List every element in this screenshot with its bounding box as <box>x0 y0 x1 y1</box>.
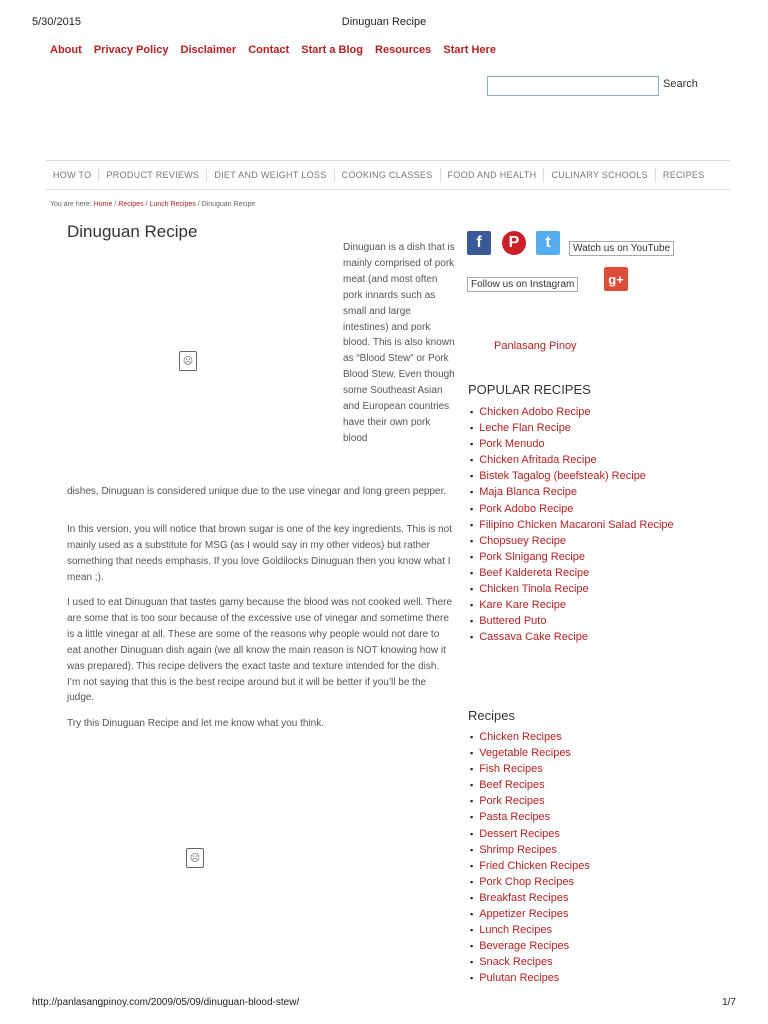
popular-recipe-link[interactable]: ▪ Chicken Tinola Recipe <box>470 581 674 597</box>
popular-recipe-link[interactable]: ▪ Pork Sinigang Recipe <box>470 549 674 565</box>
google-plus-icon[interactable]: g+ <box>604 267 628 291</box>
broken-video-icon: ☹ <box>186 848 204 868</box>
popular-recipe-link[interactable]: ▪ Pork Adobo Recipe <box>470 501 674 517</box>
print-url: http://panlasangpinoy.com/2009/05/09/dinuguan-blood-stew/ <box>32 997 300 1008</box>
breadcrumb-current: Dinuguan Recipe <box>201 201 256 208</box>
popular-recipes-heading: POPULAR RECIPES <box>468 382 591 397</box>
nav-item-how-to[interactable]: HOW TO <box>46 168 99 182</box>
popular-recipe-link[interactable]: ▪ Chopsuey Recipe <box>470 533 674 549</box>
breadcrumb-prefix: You are here: <box>50 201 92 208</box>
facebook-icon[interactable]: f <box>467 231 491 255</box>
search-input[interactable] <box>487 76 659 96</box>
recipe-category-link[interactable]: ▪ Pork Recipes <box>470 793 590 809</box>
pinterest-icon[interactable]: P <box>502 231 526 255</box>
instagram-link[interactable]: Follow us on Instagram <box>467 277 578 292</box>
popular-recipe-link[interactable]: ▪ Leche Flan Recipe <box>470 420 674 436</box>
resources-link[interactable]: Resources <box>375 44 432 56</box>
article-paragraph: I used to eat Dinuguan that tastes gamy because the blood was not cooked well. There are some that is too sour because of the excessive use of vinegar and sometime there is a little vinegar at all. These are some of the reasons why people would not dare to eat another Dinuguan dish again (we all know the main reason is NOT knowing how it was prepared). This recipe delivers the exact taste and texture intended for the dish. I’m not saying that this is the best recipe around but it will be better if you’ll be the judge. <box>67 597 453 704</box>
broken-image-icon: ☹ <box>179 351 197 371</box>
print-page-number: 1/7 <box>722 997 736 1008</box>
popular-recipe-link[interactable]: ▪ Maja Blanca Recipe <box>470 484 674 500</box>
recipe-category-link[interactable]: ▪ Vegetable Recipes <box>470 745 590 761</box>
nav-item-culinary-schools[interactable]: CULINARY SCHOOLS <box>544 168 656 182</box>
main-nav <box>46 160 730 190</box>
youtube-link[interactable]: Watch us on YouTube <box>569 241 674 256</box>
article-paragraph: Try this Dinuguan Recipe and let me know what you think. <box>67 718 324 729</box>
popular-recipe-link[interactable]: ▪ Cassava Cake Recipe <box>470 629 674 645</box>
recipe-category-link[interactable]: ▪ Fried Chicken Recipes <box>470 858 590 874</box>
nav-item-product-reviews[interactable]: PRODUCT REVIEWS <box>99 168 207 182</box>
start-here-link[interactable]: Start Here <box>443 44 496 56</box>
breadcrumb-lunch-recipes[interactable]: Lunch Recipes <box>149 201 196 208</box>
popular-recipe-link[interactable]: ▪ Buttered Puto <box>470 613 674 629</box>
popular-recipe-link[interactable]: ▪ Beef Kaldereta Recipe <box>470 565 674 581</box>
recipe-category-link[interactable]: ▪ Pulutan Recipes <box>470 970 590 986</box>
recipes-heading: Recipes <box>468 708 515 723</box>
top-links <box>50 44 505 56</box>
about-link[interactable]: About <box>50 44 82 56</box>
breadcrumb <box>50 201 255 208</box>
popular-recipe-link[interactable]: ▪ Pork Menudo <box>470 436 674 452</box>
breadcrumb-home[interactable]: Home <box>93 201 113 208</box>
breadcrumb-separator: / <box>145 201 148 208</box>
recipe-category-link[interactable]: ▪ Beef Recipes <box>470 777 590 793</box>
contact-link[interactable]: Contact <box>248 44 290 56</box>
popular-recipes-list <box>470 404 674 645</box>
recipe-category-link[interactable]: ▪ Appetizer Recipes <box>470 906 590 922</box>
article-intro-text: Dinuguan is a dish that is mainly comprised of pork meat (and most often pork innards such as small and large intestines) and pork blood. This is also known as “Blood Stew” or Pork Blood Stew. Even though some Southeast Asian and European countries have their own pork blood <box>343 242 455 444</box>
search-button[interactable]: Search <box>663 78 698 90</box>
nav-item-recipes[interactable]: RECIPES <box>662 170 705 180</box>
start-a-blog-link[interactable]: Start a Blog <box>301 44 363 56</box>
recipe-categories-list <box>470 729 590 987</box>
article-paragraph: In this version, you will notice that brown sugar is one of the key ingredients. This is not mainly used as a substitute for MSG (as I would say in my other videos) but rather something that needs emphasis. If you love Goldilocks Dinuguan then you know what I mean ;). <box>67 524 453 583</box>
popular-recipe-link[interactable]: ▪ Kare Kare Recipe <box>470 597 674 613</box>
article-intro-continued: dishes, Dinuguan is considered unique due to the use vinegar and long green pepper. <box>67 486 447 497</box>
recipe-category-link[interactable]: ▪ Shrimp Recipes <box>470 842 590 858</box>
recipe-category-link[interactable]: ▪ Beverage Recipes <box>470 938 590 954</box>
print-footer <box>32 997 736 1008</box>
recipe-category-link[interactable]: ▪ Pasta Recipes <box>470 809 590 825</box>
popular-recipe-link[interactable]: ▪ Chicken Adobo Recipe <box>470 404 674 420</box>
twitter-icon[interactable]: t <box>536 231 560 255</box>
nav-item-food-and-health[interactable]: FOOD AND HEALTH <box>441 168 545 182</box>
nav-item-cooking-classes[interactable]: COOKING CLASSES <box>335 168 441 182</box>
privacy-policy-link[interactable]: Privacy Policy <box>93 44 169 56</box>
disclaimer-link[interactable]: Disclaimer <box>180 44 237 56</box>
page-title: Dinuguan Recipe <box>67 222 198 241</box>
print-title: Dinuguan Recipe <box>341 16 427 28</box>
recipe-category-link[interactable]: ▪ Dessert Recipes <box>470 826 590 842</box>
panlasang-pinoy-link[interactable]: Panlasang Pinoy <box>494 340 577 352</box>
print-date: 5/30/2015 <box>32 16 81 28</box>
recipe-category-link[interactable]: ▪ Snack Recipes <box>470 954 590 970</box>
popular-recipe-link[interactable]: ▪ Chicken Afritada Recipe <box>470 452 674 468</box>
popular-recipe-link[interactable]: ▪ Filipino Chicken Macaroni Salad Recipe <box>470 517 674 533</box>
print-header <box>32 16 736 30</box>
popular-recipe-link[interactable]: ▪ Bistek Tagalog (beefsteak) Recipe <box>470 468 674 484</box>
recipe-category-link[interactable]: ▪ Chicken Recipes <box>470 729 590 745</box>
breadcrumb-recipes[interactable]: Recipes <box>118 201 144 208</box>
recipe-category-link[interactable]: ▪ Pork Chop Recipes <box>470 874 590 890</box>
nav-item-diet-and-weight-loss[interactable]: DIET AND WEIGHT LOSS <box>207 168 334 182</box>
recipe-category-link[interactable]: ▪ Breakfast Recipes <box>470 890 590 906</box>
breadcrumb-separator: / <box>197 201 200 208</box>
recipe-category-link[interactable]: ▪ Lunch Recipes <box>470 922 590 938</box>
breadcrumb-separator: / <box>114 201 117 208</box>
recipe-category-link[interactable]: ▪ Fish Recipes <box>470 761 590 777</box>
